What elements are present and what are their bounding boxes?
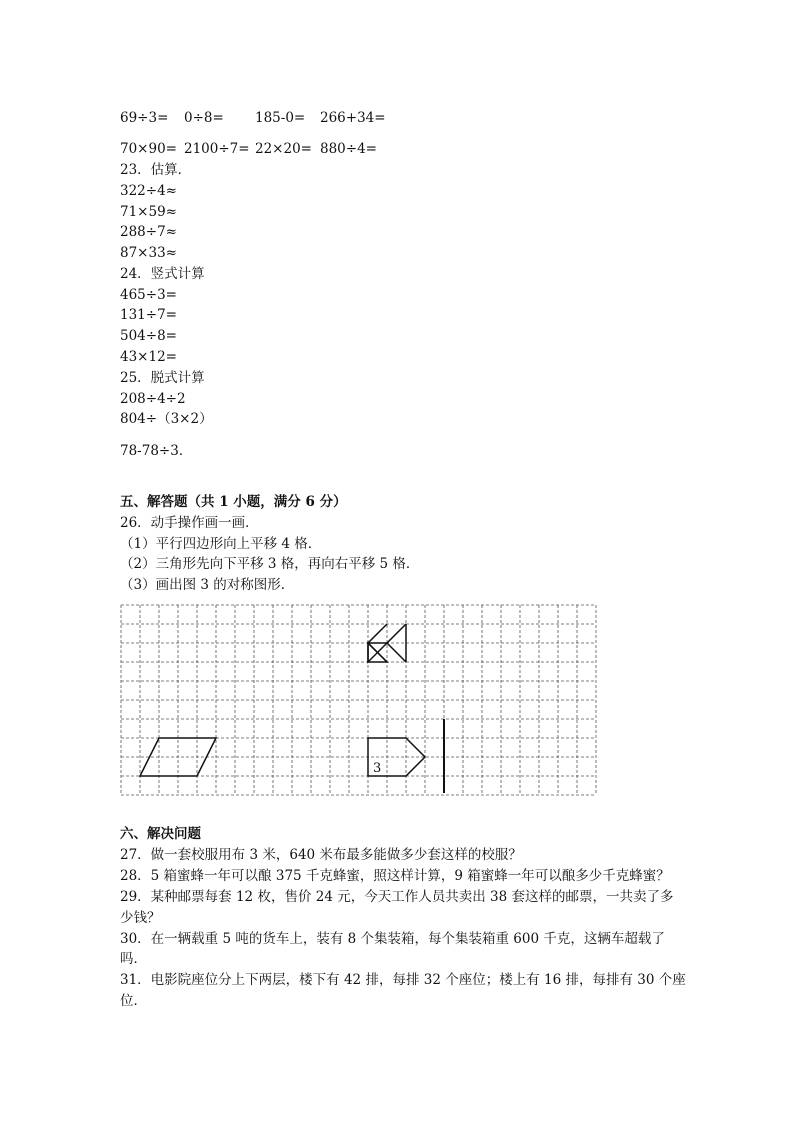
- q28-text: 28．5 箱蜜蜂一年可以酿 375 千克蜂蜜，照这样计算，9 箱蜜蜂一年可以酿多少千克蜂蜜？: [120, 868, 670, 884]
- q25-item: 804÷（3×2）: [120, 411, 213, 427]
- q24-item: 131÷7=: [120, 307, 177, 323]
- q23-item: 322÷4≈: [120, 183, 177, 199]
- q29-text: 29．某种邮票每套 12 枚，售价 24 元，今天工作人员共卖出 38 套这样的邮票，一共卖了多: [120, 889, 674, 905]
- q25-item: 78-78÷3．: [120, 443, 193, 459]
- q25-title: 25．脱式计算: [120, 370, 205, 386]
- q24-item: 43×12=: [120, 349, 177, 365]
- q31-text: 31．电影院座位分上下两层，楼下有 42 排，每排 32 个座位；楼上有 16 排，每排有 30 个座: [120, 972, 686, 988]
- q24-title: 24．竖式计算: [120, 266, 205, 282]
- q27-text: 27．做一套校服用布 3 米，640 米布最多能做多少套这样的校服？: [120, 847, 522, 863]
- q26-sub-3: （3）画出图 3 的对称图形．: [120, 577, 295, 593]
- figure-3-label: 3: [373, 761, 382, 776]
- q23-item: 87×33≈: [120, 245, 177, 261]
- grid-lines: [121, 605, 596, 795]
- calc-item: 880÷4=: [320, 141, 377, 157]
- calc-item: 2100÷7=: [184, 141, 250, 157]
- section-5-heading: 五、解答题（共 1 小题，满分 6 分）: [120, 494, 347, 510]
- q26-title: 26．动手操作画一画．: [120, 515, 259, 531]
- calc-item: 69÷3=: [120, 110, 169, 126]
- section-6-heading: 六、解决问题: [120, 826, 201, 842]
- calc-item: 185-0=: [255, 110, 306, 126]
- q24-item: 504÷8=: [120, 328, 177, 344]
- calc-item: 22×20=: [255, 141, 312, 157]
- calc-item: 266+34=: [320, 110, 386, 126]
- q26-sub-1: （1）平行四边形向上平移 4 格．: [120, 536, 322, 552]
- drawing-grid: [120, 604, 598, 798]
- q31-text-cont: 位．: [120, 993, 147, 1009]
- calc-item: 70×90=: [120, 141, 177, 157]
- q29-text-cont: 少钱？: [120, 910, 161, 926]
- q26-sub-2: （2）三角形先向下平移 3 格，再向右平移 5 格．: [120, 556, 420, 572]
- calc-row-1: [120, 110, 386, 126]
- q23-title: 23．估算．: [120, 162, 192, 178]
- q30-text-cont: 吗．: [120, 951, 147, 967]
- q30-text: 30．在一辆载重 5 吨的货车上，装有 8 个集装箱，每个集装箱重 600 千克，这辆车超载了: [120, 931, 665, 947]
- q23-item: 71×59≈: [120, 204, 177, 220]
- q23-item: 288÷7≈: [120, 224, 177, 240]
- calc-item: 0÷8=: [184, 110, 224, 126]
- q25-item: 208÷4÷2: [120, 391, 186, 407]
- q24-item: 465÷3=: [120, 287, 177, 303]
- calc-row-2: [120, 141, 377, 157]
